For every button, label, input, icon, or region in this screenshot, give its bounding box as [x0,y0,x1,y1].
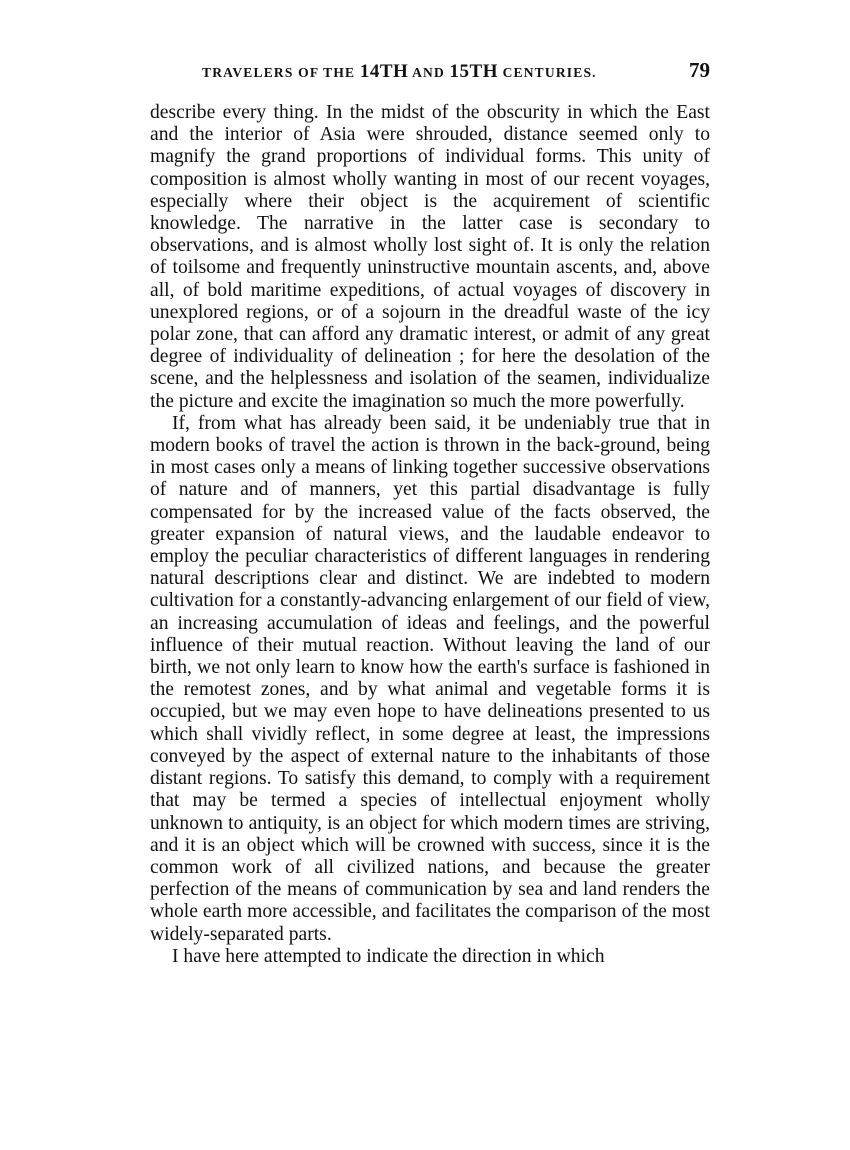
running-head-numeral: 14TH [359,61,409,82]
running-head-part: CENTURIES. [498,65,597,80]
running-head-numeral: 15TH [449,61,498,82]
paragraph-continued: describe every thing. In the midst of the obscurity in which the East and the interior of Asia were shrouded, distance seemed only to magnify the grand proportions of individual forms. This unity of composition is almost wholly wanting in most of our recent voyages, especially where their object is the acquirement of scientific knowledge. The narrative in the latter case is secondary to observations, and is almost wholly lost sight of. It is only the relation of toilsome and frequently uninstructive mountain ascents, and, above all, of bold maritime expeditions, of actual voyages of discovery in unexplored regions, or of a sojourn in the dreadful waste of the icy polar zone, that can afford any dramatic interest, or admit of any great degree of individuality of delineation ; for here the desolation of the scene, and the helplessness and isolation of the seamen, individualize the picture and excite the imagination so much the more powerfully. [150,102,710,412]
running-head-part: AND [408,65,450,80]
body-text [150,102,710,968]
page-number: 79 [689,58,710,82]
paragraph: If, from what has already been said, it be undeniably true that in modern books of travel the action is thrown in the back-ground, being in most cases only a means of linking together successive observations of nature and of manners, yet this partial disadvantage is fully compensated for by the increased value of the facts observed, the greater expansion of natural views, and the laudable endeavor to employ the peculiar characteristics of different languages in rendering natural descriptions clear and distinct. We are indebted to modern cultivation for a constantly-advancing enlargement of our field of view, an increasing accumulation of ideas and feelings, and the powerful influence of their mutual reaction. Without leaving the land of our birth, we not only learn to know how the earth's surface is fashioned in the remotest zones, and by what animal and vegetable forms it is occupied, but we may even hope to have delineations presented to us which shall vividly reflect, in some degree at least, the impressions conveyed by the aspect of external nature to the inhabitants of those distant regions. To satisfy this demand, to comply with a requirement that may be termed a species of intellectual enjoyment wholly unknown to antiquity, is an object for which modern times are striving, and it is an object which will be crowned with success, since it is the common work of all civilized nations, and because the greater perfection of the means of communication by sea and land renders the whole earth more accessible, and facilitates the comparison of the most widely-separated parts. [150,412,710,945]
page-header [150,58,710,92]
running-head [150,61,597,83]
running-head-part: TRAVELERS OF THE [202,65,360,80]
paragraph: I have here attempted to indicate the direction in which [172,945,605,967]
book-page [150,58,710,968]
